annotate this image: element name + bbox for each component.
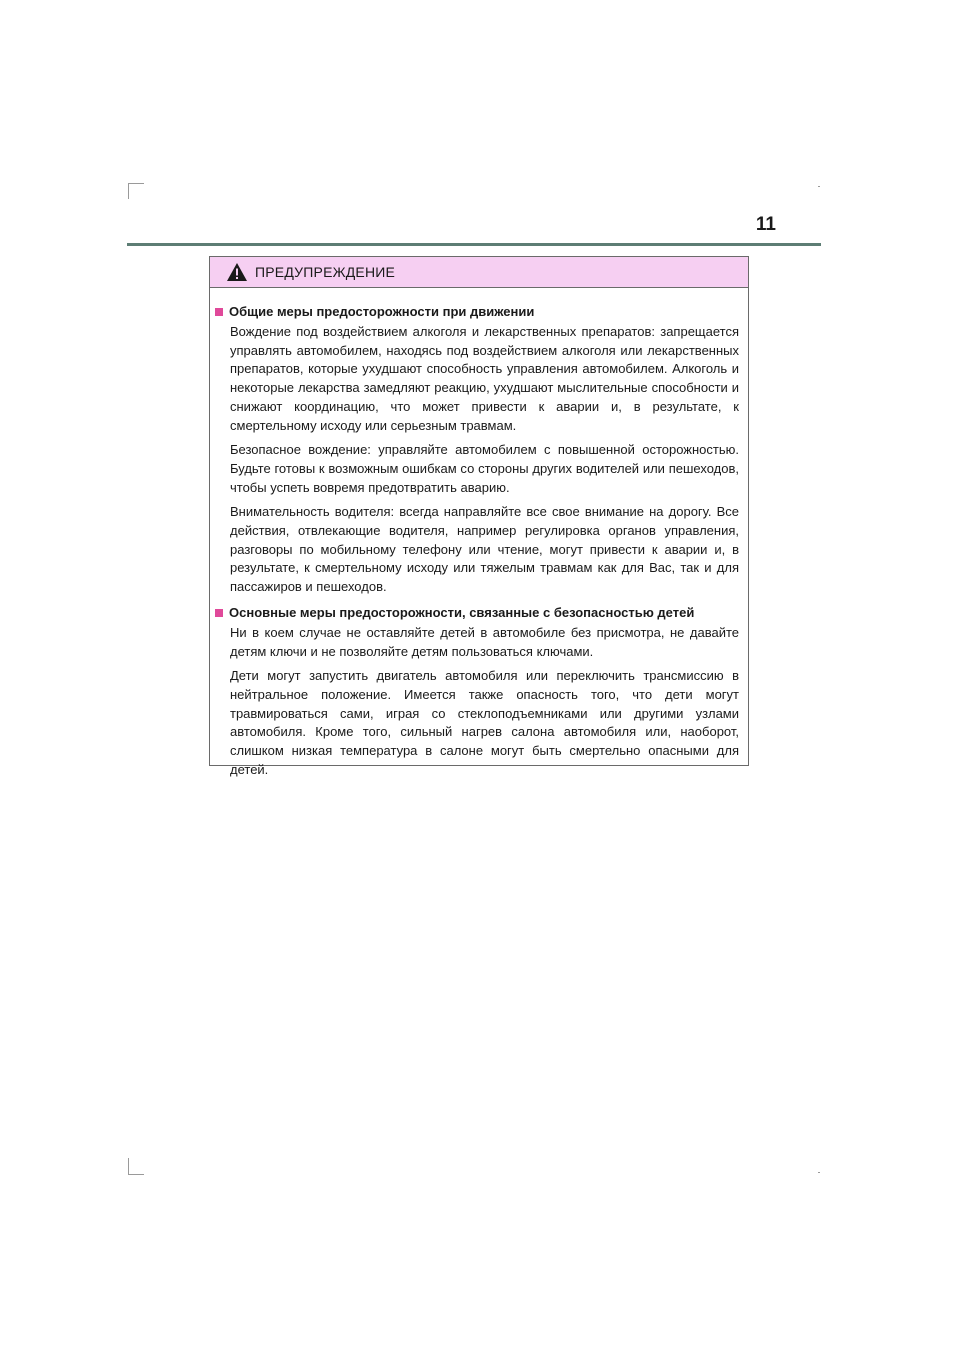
paragraph-safe-driving: Безопасное вождение: управляйте автомобилем с повышенной осторожностью. Будьте готовы к возможным ошибкам со стороны других водителей или пешеходов, чтобы успеть вовремя предотвратить аварию. [230,442,739,495]
crop-mark-top-right [818,186,820,187]
section-heading-driving [215,302,739,322]
section-heading-text: Общие меры предосторожности при движении [229,304,535,319]
paragraph-keys: Ни в коем случае не оставляйте детей в автомобиле без присмотра, не давайте детям ключи и не позволяйте детям пользоваться ключами. [230,624,739,659]
paragraph-children-danger: Дети могут запустить двигатель автомобиля или переключить трансмиссию в нейтральное положение. Имеется также опасность того, что дети могут травмироваться сами, играя со стеклоподъемниками или другими узлами автомобиля. Кроме того, сильный нагрев салона автомобиля или, наоборот, слишком низкая температура в салоне могут быть смертельно опасными для детей. [230,668,739,777]
section-heading-children [215,603,739,623]
warning-header [210,257,748,288]
crop-mark-bottom-left-v [128,1158,129,1175]
crop-mark-top-left-v [128,183,129,199]
paragraph-alcohol: Вождение под воздействием алкоголя и лекарственных препаратов: запрещается управлять автомобилем, находясь под воздействием алкоголя или лекарственных препаратов, которые ухудшают способность управления автомобилем. Алкоголь и некоторые лекарства замедляют реакцию, ухудшают мыслительные способности и снижают координацию, что может привести к аварии и, в результате, к смертельному исходу или серьезным травмам. [230,324,739,433]
crop-mark-bottom-left-h [128,1174,144,1175]
crop-mark-top-left-h [128,183,144,184]
paragraph-attention: Внимательность водителя: всегда направляйте все свое внимание на дорогу. Все действия, отвлекающие водителя, например регулировка органов управления, разговоры по мобильному телефону или чтение, могут привести к аварии и, в результате, к смертельному исходу или тяжелым травмам как для Вас, так и для пассажиров и пешеходов. [230,504,739,595]
square-bullet-icon [215,609,223,617]
section-heading-text: Основные меры предосторожности, связанные с безопасностью детей [229,604,695,620]
warning-box [209,256,749,777]
header-rule [127,243,821,246]
square-bullet-icon [215,308,223,316]
warning-body [210,288,748,779]
page-number: 11 [755,214,776,235]
crop-mark-bottom-right [818,1172,820,1173]
warning-triangle-icon [226,262,248,282]
warning-title: ПРЕДУПРЕЖДЕНИЕ [255,264,396,280]
